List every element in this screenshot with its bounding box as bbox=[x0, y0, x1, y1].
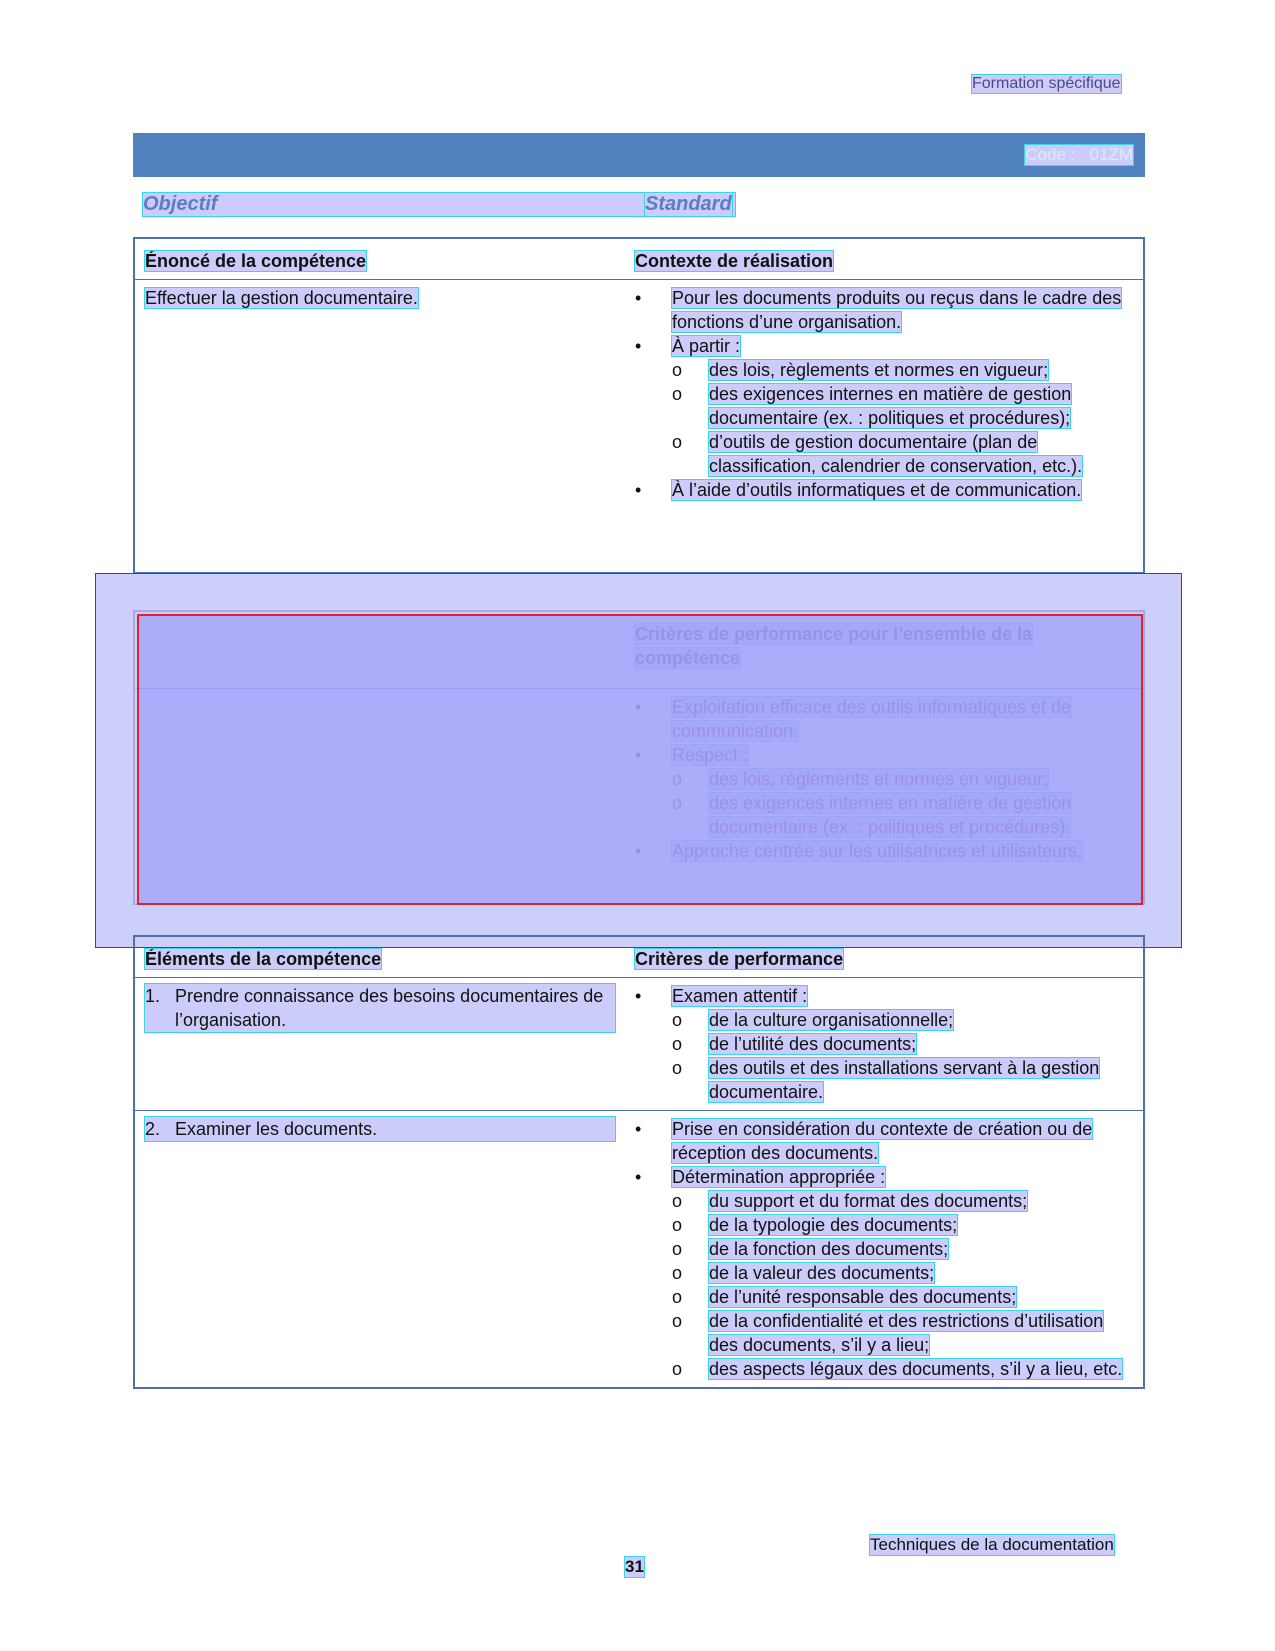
element-1: 1. Prendre connaissance des besoins documentaires de l’organisation. bbox=[145, 984, 615, 1032]
list-item: • Examen attentif : o de la culture organisationnelle; o de l’utilité des documents; o des outils et des installations servant à la gestion documentaire. bbox=[635, 984, 1133, 1104]
elements-heading: Éléments de la compétence bbox=[145, 949, 382, 969]
standard-heading: Standard bbox=[645, 193, 732, 215]
page-number: 31 bbox=[625, 1557, 644, 1576]
list-item: o du support et du format des documents; bbox=[672, 1189, 1133, 1213]
list-item: o de la valeur des documents; bbox=[672, 1261, 1133, 1285]
code-bar bbox=[133, 133, 1145, 177]
element-2: 2. Examiner les documents. bbox=[145, 1117, 615, 1141]
objectif-heading: Objectif bbox=[143, 193, 735, 216]
list-item: o de la fonction des documents; bbox=[672, 1237, 1133, 1261]
criteria-list bbox=[635, 984, 1133, 1104]
competence-statement: Effectuer la gestion documentaire. bbox=[145, 288, 418, 308]
list-item: o de la typologie des documents; bbox=[672, 1213, 1133, 1237]
list-item: • À partir : o des lois, règlements et normes en vigueur; o des exigences internes en matière de gestion documentaire (ex. : politiques et procédures); o d’outils de gestion documentaire (plan de classification, calendrier de conservation, etc.). bbox=[635, 334, 1133, 478]
list-item: • À l’aide d’outils informatiques et de communication. bbox=[635, 478, 1133, 502]
section-title: Formation spécifique bbox=[972, 75, 1121, 92]
contexte-heading: Contexte de réalisation bbox=[635, 251, 834, 271]
enonce-heading: Énoncé de la compétence bbox=[145, 251, 367, 271]
list-item: o de l’unité responsable des documents; bbox=[672, 1285, 1133, 1309]
context-list bbox=[635, 286, 1133, 502]
criteres-heading: Critères de performance bbox=[635, 949, 844, 969]
code-value: 01ZM bbox=[1089, 145, 1133, 164]
selection-highlight bbox=[137, 614, 1143, 905]
list-item: o des outils et des installations servant à la gestion documentaire. bbox=[672, 1056, 1133, 1104]
list-item: o des aspects légaux des documents, s’il y a lieu, etc. bbox=[672, 1357, 1133, 1381]
elements-table bbox=[133, 935, 1145, 1389]
list-item: o des exigences internes en matière de gestion documentaire (ex. : politiques et procédures); bbox=[672, 382, 1133, 430]
list-item: o des lois, règlements et normes en vigueur; bbox=[672, 358, 1133, 382]
criteria-list bbox=[635, 1117, 1133, 1381]
code-text bbox=[1025, 145, 1133, 165]
code-label: Code : bbox=[1025, 145, 1076, 164]
list-item: o de la confidentialité et des restrictions d’utilisation des documents, s’il y a lieu; bbox=[672, 1309, 1133, 1357]
competence-table bbox=[133, 237, 1145, 574]
footer-program: Techniques de la documentation bbox=[870, 1535, 1114, 1554]
list-item: • Prise en considération du contexte de création ou de réception des documents. bbox=[635, 1117, 1133, 1165]
list-item: • Détermination appropriée : o du support et du format des documents; o de la typologie des documents; o de la fonction des documents; o de la valeur des documents; o de l’unité responsable des documents; o de la confidentialité et des restrictions d’utilisation des documents, s’il y a lieu; o des aspects légaux des documents, s’il y a lieu, etc. bbox=[635, 1165, 1133, 1381]
list-item: o d’outils de gestion documentaire (plan de classification, calendrier de conservation, etc.). bbox=[672, 430, 1133, 478]
list-item: o de l’utilité des documents; bbox=[672, 1032, 1133, 1056]
list-item: • Pour les documents produits ou reçus dans le cadre des fonctions d’une organisation. bbox=[635, 286, 1133, 334]
list-item: o de la culture organisationnelle; bbox=[672, 1008, 1133, 1032]
